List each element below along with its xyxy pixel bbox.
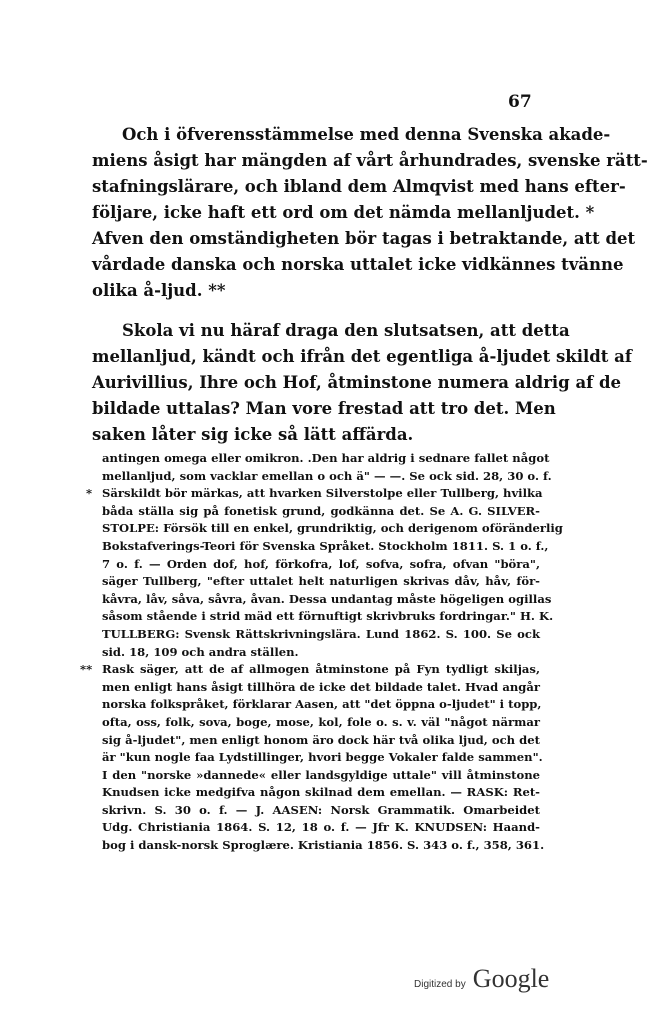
footnote-line: TULLBERG: Svensk Rättskrivningslära. Lund 1862. S. 100. Se ock	[102, 626, 540, 641]
footnote-line: är "kun nogle faa Lydstillinger, hvori begge Vokaler falde sammen".	[102, 750, 543, 765]
text-line: saken låter sig icke så lätt affärda.	[92, 425, 414, 444]
footnote-line: skrivn. S. 30 o. f. — J. AASEN: Norsk Grammatik. Omarbeidet	[102, 802, 540, 817]
footnote-marker-2: **	[80, 662, 93, 677]
text-line: mellanljud, kändt och ifrån det egentliga å-ljudet skildt af	[92, 347, 632, 366]
text-line: följare, icke haft ett ord om det nämda mellanljudet. *	[92, 203, 595, 222]
footnotes	[80, 450, 563, 855]
footnote-line: Knudsen icke medgifva någon skilnad dem emellan. — RASK: Ret-	[102, 785, 540, 800]
text-line: miens åsigt har mängden af vårt århundrades, svenske rätt-	[92, 151, 648, 170]
footnote-text: Särskildt bör märkas, att hvarken Silverstolpe eller Tullberg, hvilka	[102, 486, 543, 501]
paragraph-2	[92, 318, 632, 448]
page-number: 67	[508, 92, 532, 112]
paragraph-1	[92, 122, 648, 304]
footnote-text: Rask säger, att de af allmogen åtminstone på Fyn tydligt skiljas,	[102, 662, 540, 677]
footnote-line: I den "norske »dannede« eller landsgyldige uttale" vill åtminstone	[102, 767, 540, 782]
google-logo: Google	[472, 964, 550, 993]
footnote-marker-1: *	[86, 486, 93, 501]
text-line: olika å-ljud. **	[92, 281, 226, 300]
footnote-line: bog i dansk-norsk Sproglære. Kristiania 1856. S. 343 o. f., 358, 361.	[102, 838, 545, 853]
footnote-2-first-line	[80, 661, 540, 679]
footnote-line: sid. 18, 109 och andra ställen.	[102, 644, 299, 659]
footnote-line: säger Tullberg, "efter uttalet helt naturligen skrivas dåv, håv, för-	[102, 574, 540, 589]
text-line: stafningslärare, och ibland dem Almqvist med hans efter-	[92, 177, 626, 196]
footnote-line: norska folkspråket, förklarar Aasen, att "det öppna o-ljudet" i topp,	[102, 697, 542, 712]
footnote-line: båda ställa sig på fonetisk grund, godkänna det. Se A. G. SILVER-	[102, 503, 540, 518]
digitized-watermark	[414, 964, 549, 994]
watermark-prefix: Digitized by	[414, 979, 466, 990]
footnote-line: kåvra, låv, såva, såvra, åvan. Dessa undantag måste högeligen ogillas	[102, 591, 552, 606]
footnote-line: såsom stående i strid mäd ett förnuftigt skrivbruks fordringar." H. K.	[102, 609, 554, 624]
text-line: Skola vi nu häraf draga den slutsatsen, att detta	[122, 321, 570, 340]
footnote-line: mellanljud, som vacklar emellan o och ä" — —. Se ock sid. 28, 30 o. f.	[102, 468, 552, 483]
footnote-line: men enligt hans åsigt tillhöra de icke det bildade talet. Hvad angår	[102, 679, 540, 694]
text-line: Afven den omständigheten bör tagas i betraktande, att det	[92, 229, 636, 248]
footnote-line: STOLPE: Försök till en enkel, grundriktig, och derigenom oföränderlig	[102, 521, 563, 536]
footnote-line: ofta, oss, folk, sova, boge, mose, kol, fole o. s. v. väl "något närmar	[102, 714, 540, 729]
footnote-line: Udg. Christiania 1864. S. 12, 18 o. f. — Jfr K. KNUDSEN: Haand-	[102, 820, 540, 835]
footnote-line: 7 o. f. — Orden dof, hof, förkofra, lof, sofva, sofra, ofvan "böra",	[102, 556, 540, 571]
footnote-line: sig å-ljudet", men enligt honom äro dock här två olika ljud, och det	[102, 732, 540, 747]
text-line: vårdade danska och norska uttalet icke vidkännes tvänne	[92, 255, 624, 274]
footnote-line: antingen omega eller omikron. .Den har aldrig i sednare fallet något	[102, 451, 550, 465]
footnote-1-first-line	[86, 485, 543, 503]
footnote-line: Bokstafverings-Teori för Svenska Språket. Stockholm 1811. S. 1 o. f.,	[102, 538, 549, 553]
text-line: bildade uttalas? Man vore frestad att tro det. Men	[92, 399, 556, 418]
text-line: Aurivillius, Ihre och Hof, åtminstone numera aldrig af de	[92, 373, 622, 392]
text-line: Och i öfverensstämmelse med denna Svenska akade-	[122, 125, 611, 144]
